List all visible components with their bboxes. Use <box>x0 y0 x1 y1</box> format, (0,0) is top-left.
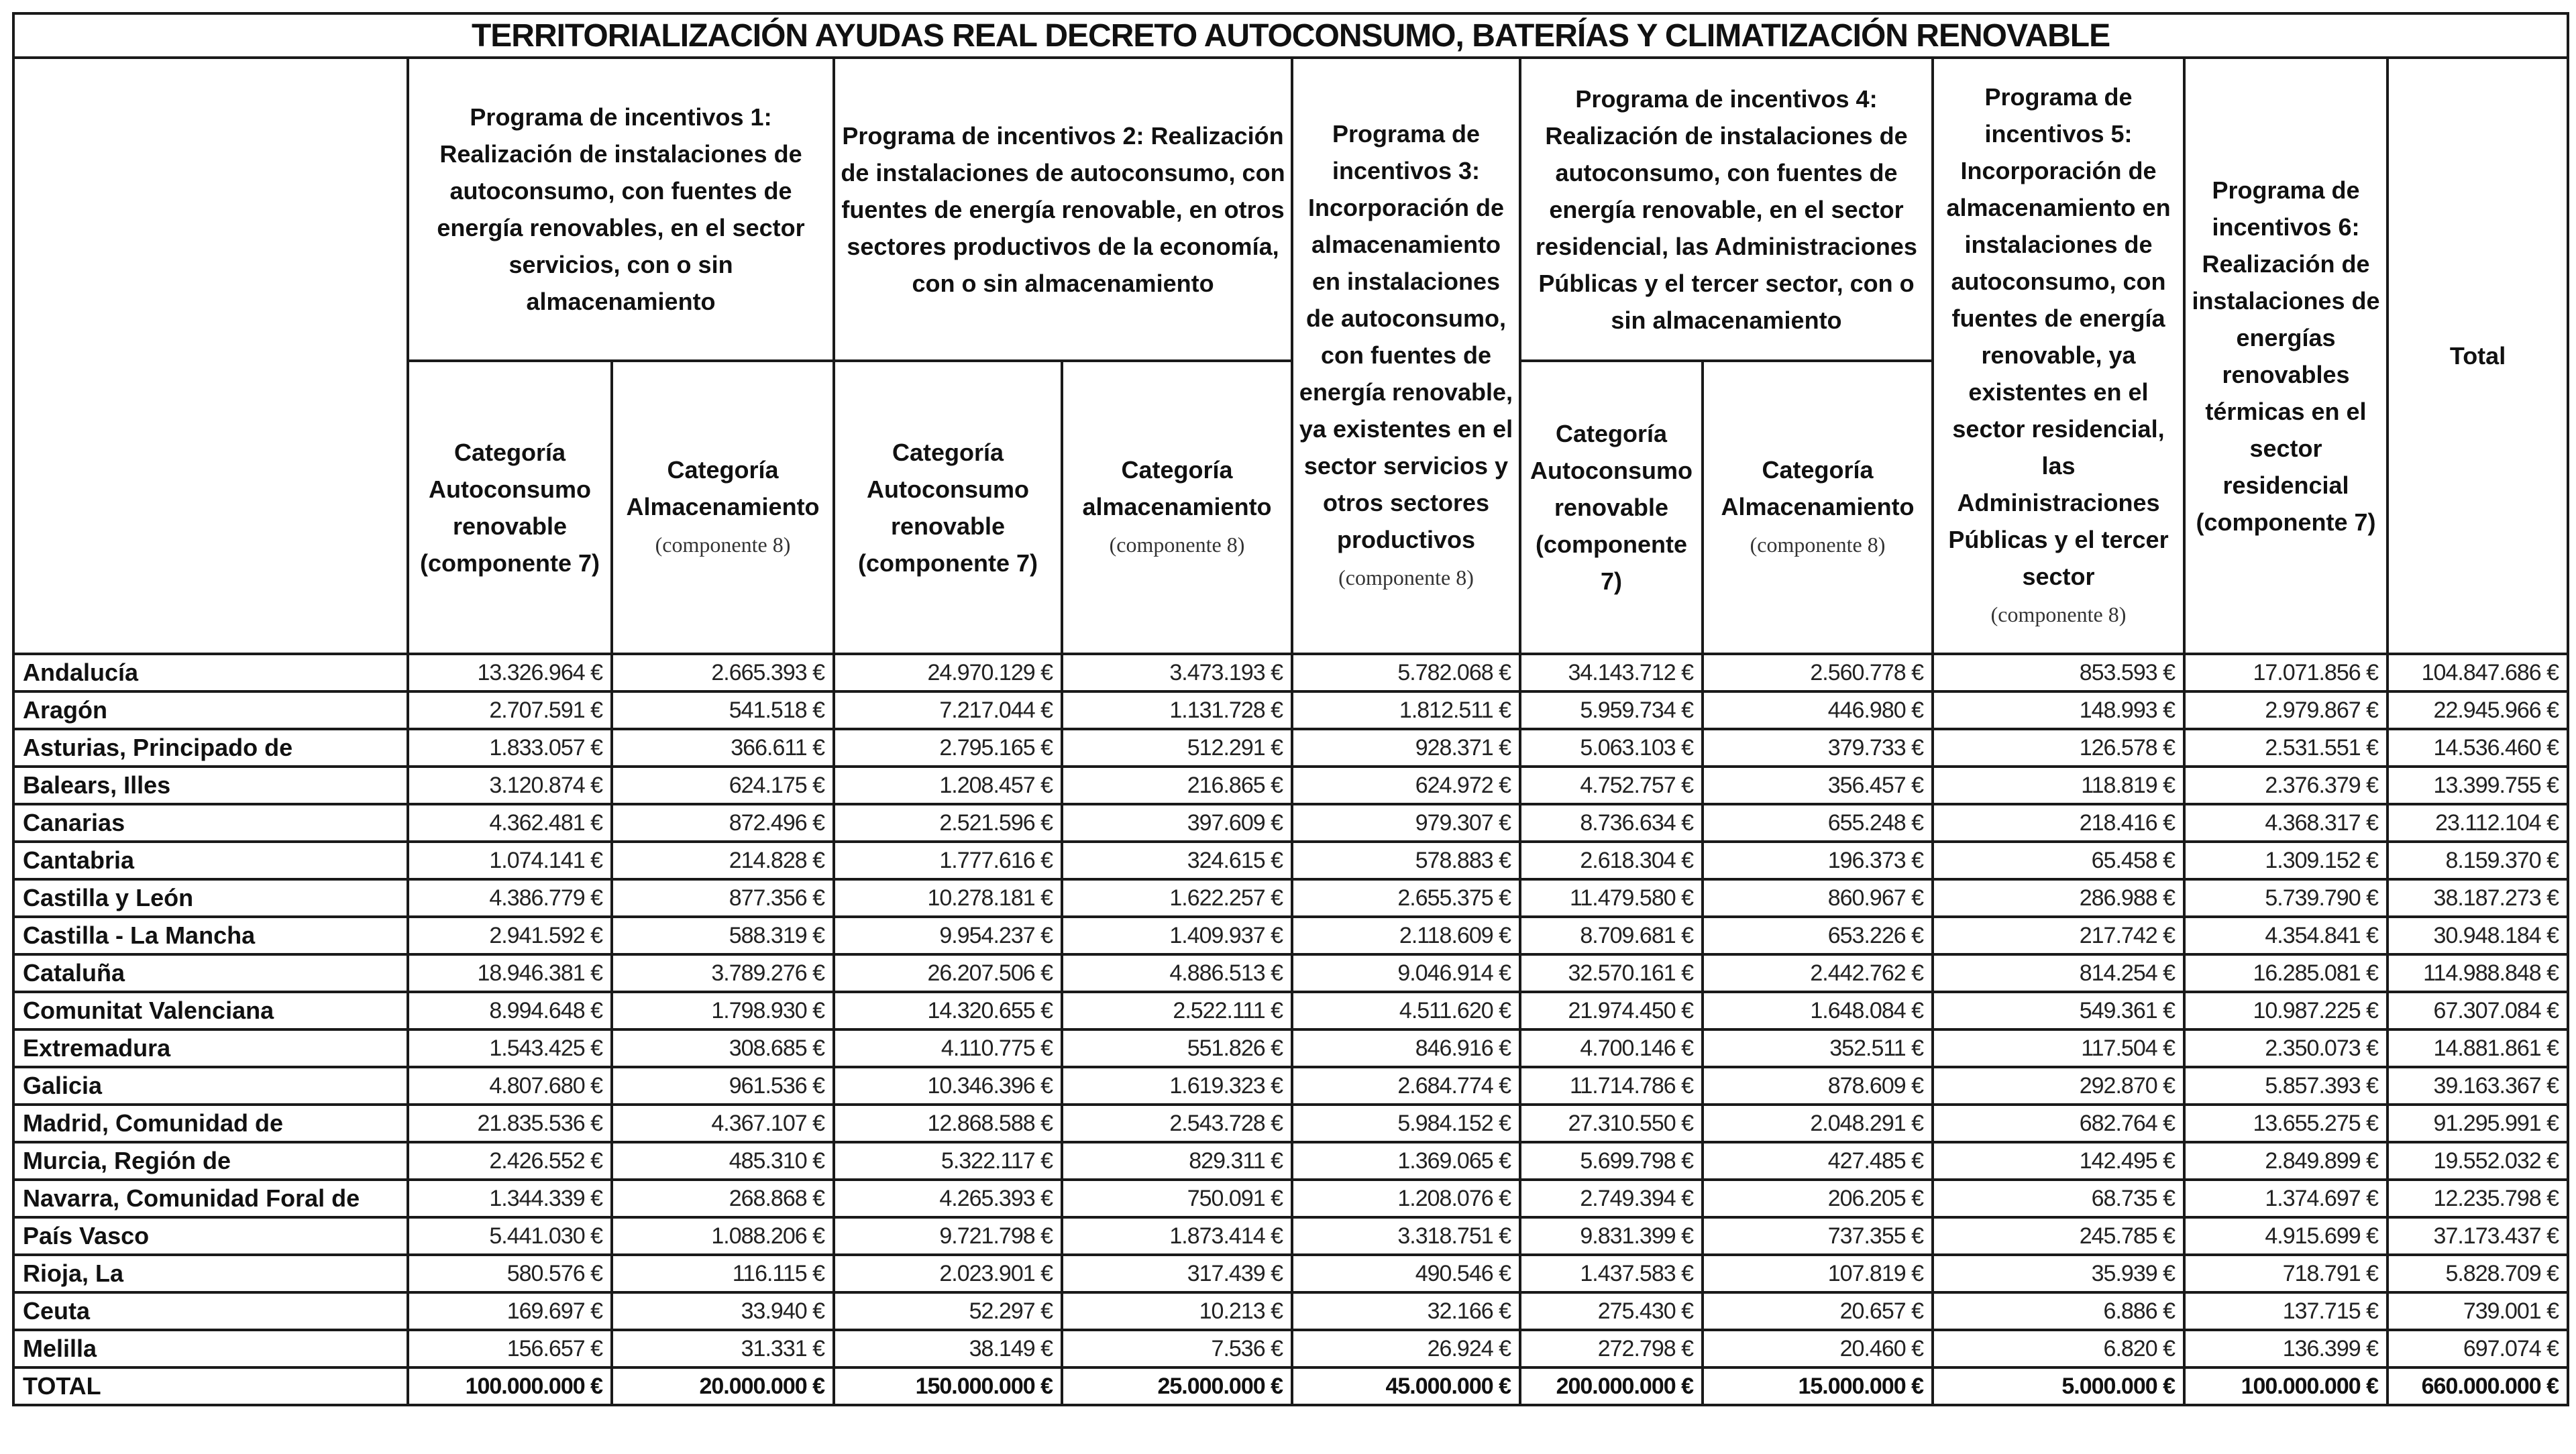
row-total-value: 19.552.032 € <box>2387 1142 2568 1180</box>
amount-cell: 1.873.414 € <box>1062 1217 1292 1255</box>
program-4-header: Programa de incentivos 4: Realización de instalaciones de autoconsumo, con fuentes de energía renovable, en el sector residencial, las Administraciones Públicas y el tercer sector, con o sin almacenamiento <box>1520 58 1933 361</box>
amount-cell: 8.736.634 € <box>1520 804 1703 842</box>
category-note: (componente 8) <box>1750 533 1886 557</box>
table-row <box>13 804 2568 842</box>
amount-cell: 1.812.511 € <box>1292 691 1520 729</box>
territorialization-sheet <box>12 12 2567 1406</box>
p2-category-almacenamiento <box>1062 361 1292 654</box>
amount-cell: 324.615 € <box>1062 842 1292 879</box>
program-5-note: (componente 8) <box>1990 602 2127 626</box>
amount-cell: 379.733 € <box>1703 729 1933 767</box>
amount-cell: 2.749.394 € <box>1520 1180 1703 1217</box>
amount-cell: 10.278.181 € <box>834 879 1062 917</box>
amount-cell: 268.868 € <box>612 1180 834 1217</box>
amount-cell: 156.657 € <box>408 1330 612 1367</box>
amount-cell: 2.426.552 € <box>408 1142 612 1180</box>
amount-cell: 877.356 € <box>612 879 834 917</box>
region-name: Castilla y León <box>13 879 408 917</box>
region-name: Rioja, La <box>13 1255 408 1292</box>
amount-cell: 32.166 € <box>1292 1292 1520 1330</box>
table-row <box>13 767 2568 804</box>
amount-cell: 1.619.323 € <box>1062 1067 1292 1105</box>
amount-cell: 34.143.712 € <box>1520 654 1703 691</box>
amount-cell: 4.362.481 € <box>408 804 612 842</box>
amount-cell: 11.714.786 € <box>1520 1067 1703 1105</box>
amount-cell: 5.857.393 € <box>2184 1067 2387 1105</box>
amount-cell: 52.297 € <box>834 1292 1062 1330</box>
amount-cell: 5.063.103 € <box>1520 729 1703 767</box>
region-name: Castilla - La Mancha <box>13 917 408 954</box>
program-5-label: Programa de incentivos 5: Incorporación de almacenamiento en instalaciones de autoconsumo, con fuentes de energía renovable, ya existentes en el sector residencial, las Administraciones Públicas y el tercer sector <box>1946 83 2171 590</box>
amount-cell: 2.376.379 € <box>2184 767 2387 804</box>
region-name: Galicia <box>13 1067 408 1105</box>
row-total-value: 114.988.848 € <box>2387 954 2568 992</box>
amount-cell: 7.536 € <box>1062 1330 1292 1367</box>
amount-cell: 580.576 € <box>408 1255 612 1292</box>
category-label: Categoría Autoconsumo renovable (componente 7) <box>419 438 600 577</box>
amount-cell: 8.709.681 € <box>1520 917 1703 954</box>
region-name: Madrid, Comunidad de <box>13 1105 408 1142</box>
table-row <box>13 1105 2568 1142</box>
amount-cell: 9.954.237 € <box>834 917 1062 954</box>
amount-cell: 1.131.728 € <box>1062 691 1292 729</box>
amount-cell: 11.479.580 € <box>1520 879 1703 917</box>
amount-cell: 1.369.065 € <box>1292 1142 1520 1180</box>
amount-cell: 655.248 € <box>1703 804 1933 842</box>
row-total-value: 30.948.184 € <box>2387 917 2568 954</box>
amount-cell: 427.485 € <box>1703 1142 1933 1180</box>
amount-cell: 13.655.275 € <box>2184 1105 2387 1142</box>
amount-cell: 356.457 € <box>1703 767 1933 804</box>
amount-cell: 217.742 € <box>1933 917 2184 954</box>
amount-cell: 38.149 € <box>834 1330 1062 1367</box>
amount-cell: 2.655.375 € <box>1292 879 1520 917</box>
amount-cell: 1.309.152 € <box>2184 842 2387 879</box>
amount-cell: 4.700.146 € <box>1520 1029 1703 1067</box>
amount-cell: 624.972 € <box>1292 767 1520 804</box>
amount-cell: 100.000.000 € <box>2184 1367 2387 1405</box>
amount-cell: 961.536 € <box>612 1067 834 1105</box>
amount-cell: 20.460 € <box>1703 1330 1933 1367</box>
table-row <box>13 1292 2568 1330</box>
amount-cell: 5.322.117 € <box>834 1142 1062 1180</box>
region-name: Extremadura <box>13 1029 408 1067</box>
amount-cell: 1.074.141 € <box>408 842 612 879</box>
amount-cell: 9.721.798 € <box>834 1217 1062 1255</box>
amount-cell: 12.868.588 € <box>834 1105 1062 1142</box>
region-name: Comunitat Valenciana <box>13 992 408 1029</box>
amount-cell: 26.207.506 € <box>834 954 1062 992</box>
row-total-value: 14.881.861 € <box>2387 1029 2568 1067</box>
amount-cell: 317.439 € <box>1062 1255 1292 1292</box>
amount-cell: 6.886 € <box>1933 1292 2184 1330</box>
amount-cell: 24.970.129 € <box>834 654 1062 691</box>
category-label: Categoría Almacenamiento <box>626 456 820 520</box>
amount-cell: 928.371 € <box>1292 729 1520 767</box>
amount-cell: 286.988 € <box>1933 879 2184 917</box>
amount-cell: 846.916 € <box>1292 1029 1520 1067</box>
amount-cell: 4.915.699 € <box>2184 1217 2387 1255</box>
amount-cell: 31.331 € <box>612 1330 834 1367</box>
row-total-value: 697.074 € <box>2387 1330 2568 1367</box>
amount-cell: 216.865 € <box>1062 767 1292 804</box>
amount-cell: 5.782.068 € <box>1292 654 1520 691</box>
amount-cell: 1.543.425 € <box>408 1029 612 1067</box>
table-row <box>13 954 2568 992</box>
total-header: Total <box>2387 58 2568 654</box>
amount-cell: 551.826 € <box>1062 1029 1292 1067</box>
amount-cell: 1.798.930 € <box>612 992 834 1029</box>
category-note: (componente 8) <box>1109 533 1245 557</box>
amount-cell: 2.531.551 € <box>2184 729 2387 767</box>
region-name: Ceuta <box>13 1292 408 1330</box>
amount-cell: 549.361 € <box>1933 992 2184 1029</box>
amount-cell: 27.310.550 € <box>1520 1105 1703 1142</box>
category-label: Categoría almacenamiento <box>1082 456 1272 520</box>
amount-cell: 9.046.914 € <box>1292 954 1520 992</box>
amount-cell: 17.071.856 € <box>2184 654 2387 691</box>
amount-cell: 5.000.000 € <box>1933 1367 2184 1405</box>
amount-cell: 1.208.076 € <box>1292 1180 1520 1217</box>
amount-cell: 2.684.774 € <box>1292 1067 1520 1105</box>
table-row <box>13 842 2568 879</box>
region-name: País Vasco <box>13 1217 408 1255</box>
amount-cell: 1.777.616 € <box>834 842 1062 879</box>
amount-cell: 588.319 € <box>612 917 834 954</box>
amount-cell: 206.205 € <box>1703 1180 1933 1217</box>
table-row <box>13 729 2568 767</box>
category-label: Categoría Autoconsumo renovable (componente 7) <box>1530 420 1693 595</box>
amount-cell: 9.831.399 € <box>1520 1217 1703 1255</box>
region-name: Cataluña <box>13 954 408 992</box>
program-1-header: Programa de incentivos 1: Realización de instalaciones de autoconsumo, con fuentes de energía renovables, en el sector servicios, con o sin almacenamiento <box>408 58 834 361</box>
amount-cell: 2.707.591 € <box>408 691 612 729</box>
amount-cell: 682.764 € <box>1933 1105 2184 1142</box>
amount-cell: 1.374.697 € <box>2184 1180 2387 1217</box>
region-name: Melilla <box>13 1330 408 1367</box>
amount-cell: 10.213 € <box>1062 1292 1292 1330</box>
amount-cell: 126.578 € <box>1933 729 2184 767</box>
amount-cell: 878.609 € <box>1703 1067 1933 1105</box>
amount-cell: 3.473.193 € <box>1062 654 1292 691</box>
row-total-value: 38.187.273 € <box>2387 879 2568 917</box>
table-title: TERRITORIALIZACIÓN AYUDAS REAL DECRETO AUTOCONSUMO, BATERÍAS Y CLIMATIZACIÓN RENOVABLE <box>13 13 2568 58</box>
amount-cell: 25.000.000 € <box>1062 1367 1292 1405</box>
amount-cell: 1.344.339 € <box>408 1180 612 1217</box>
amount-cell: 2.560.778 € <box>1703 654 1933 691</box>
amount-cell: 4.752.757 € <box>1520 767 1703 804</box>
amount-cell: 6.820 € <box>1933 1330 2184 1367</box>
amount-cell: 116.115 € <box>612 1255 834 1292</box>
row-total-value: 39.163.367 € <box>2387 1067 2568 1105</box>
amount-cell: 653.226 € <box>1703 917 1933 954</box>
p2-category-autoconsumo <box>834 361 1062 654</box>
amount-cell: 2.522.111 € <box>1062 992 1292 1029</box>
amount-cell: 169.697 € <box>408 1292 612 1330</box>
amount-cell: 100.000.000 € <box>408 1367 612 1405</box>
amount-cell: 2.941.592 € <box>408 917 612 954</box>
amount-cell: 26.924 € <box>1292 1330 1520 1367</box>
amount-cell: 4.265.393 € <box>834 1180 1062 1217</box>
amount-cell: 4.807.680 € <box>408 1067 612 1105</box>
amount-cell: 979.307 € <box>1292 804 1520 842</box>
amount-cell: 2.048.291 € <box>1703 1105 1933 1142</box>
region-name: Murcia, Región de <box>13 1142 408 1180</box>
amount-cell: 1.208.457 € <box>834 767 1062 804</box>
amount-cell: 512.291 € <box>1062 729 1292 767</box>
region-name: Andalucía <box>13 654 408 691</box>
amount-cell: 214.828 € <box>612 842 834 879</box>
region-name: Aragón <box>13 691 408 729</box>
amount-cell: 4.354.841 € <box>2184 917 2387 954</box>
amount-cell: 397.609 € <box>1062 804 1292 842</box>
amount-cell: 21.974.450 € <box>1520 992 1703 1029</box>
table-row <box>13 992 2568 1029</box>
row-total-value: 23.112.104 € <box>2387 804 2568 842</box>
amount-cell: 2.350.073 € <box>2184 1029 2387 1067</box>
amount-cell: 578.883 € <box>1292 842 1520 879</box>
amount-cell: 2.442.762 € <box>1703 954 1933 992</box>
amount-cell: 1.833.057 € <box>408 729 612 767</box>
amount-cell: 35.939 € <box>1933 1255 2184 1292</box>
row-total-value: 104.847.686 € <box>2387 654 2568 691</box>
amount-cell: 1.409.937 € <box>1062 917 1292 954</box>
amount-cell: 829.311 € <box>1062 1142 1292 1180</box>
amount-cell: 5.739.790 € <box>2184 879 2387 917</box>
program-6-header: Programa de incentivos 6: Realización de instalaciones de energías renovables térmicas en el sector residencial (componente 7) <box>2184 58 2387 654</box>
amount-cell: 117.504 € <box>1933 1029 2184 1067</box>
amount-cell: 137.715 € <box>2184 1292 2387 1330</box>
amount-cell: 2.521.596 € <box>834 804 1062 842</box>
amount-cell: 10.346.396 € <box>834 1067 1062 1105</box>
p1-category-autoconsumo <box>408 361 612 654</box>
amount-cell: 107.819 € <box>1703 1255 1933 1292</box>
row-total-value: 67.307.084 € <box>2387 992 2568 1029</box>
amount-cell: 245.785 € <box>1933 1217 2184 1255</box>
table-row <box>13 1029 2568 1067</box>
amount-cell: 718.791 € <box>2184 1255 2387 1292</box>
amount-cell: 65.458 € <box>1933 842 2184 879</box>
amount-cell: 21.835.536 € <box>408 1105 612 1142</box>
amount-cell: 4.886.513 € <box>1062 954 1292 992</box>
table-row <box>13 1255 2568 1292</box>
row-total-value: 13.399.755 € <box>2387 767 2568 804</box>
amount-cell: 5.984.152 € <box>1292 1105 1520 1142</box>
amount-cell: 4.110.775 € <box>834 1029 1062 1067</box>
amount-cell: 118.819 € <box>1933 767 2184 804</box>
table-row <box>13 1217 2568 1255</box>
total-row <box>13 1367 2568 1405</box>
amount-cell: 10.987.225 € <box>2184 992 2387 1029</box>
amount-cell: 541.518 € <box>612 691 834 729</box>
amount-cell: 8.994.648 € <box>408 992 612 1029</box>
row-total-value: 5.828.709 € <box>2387 1255 2568 1292</box>
amount-cell: 4.367.107 € <box>612 1105 834 1142</box>
amount-cell: 1.648.084 € <box>1703 992 1933 1029</box>
amount-cell: 853.593 € <box>1933 654 2184 691</box>
amount-cell: 136.399 € <box>2184 1330 2387 1367</box>
amount-cell: 7.217.044 € <box>834 691 1062 729</box>
amount-cell: 2.849.899 € <box>2184 1142 2387 1180</box>
amount-cell: 860.967 € <box>1703 879 1933 917</box>
amount-cell: 13.326.964 € <box>408 654 612 691</box>
amount-cell: 1.622.257 € <box>1062 879 1292 917</box>
amount-cell: 4.368.317 € <box>2184 804 2387 842</box>
amount-cell: 14.320.655 € <box>834 992 1062 1029</box>
category-label: Categoría Autoconsumo renovable (componente 7) <box>857 438 1038 577</box>
row-total-value: 12.235.798 € <box>2387 1180 2568 1217</box>
amount-cell: 5.959.734 € <box>1520 691 1703 729</box>
amount-cell: 275.430 € <box>1520 1292 1703 1330</box>
p1-category-almacenamiento <box>612 361 834 654</box>
amount-cell: 16.285.081 € <box>2184 954 2387 992</box>
amount-cell: 68.735 € <box>1933 1180 2184 1217</box>
row-total-value: 8.159.370 € <box>2387 842 2568 879</box>
amount-cell: 150.000.000 € <box>834 1367 1062 1405</box>
table-row <box>13 917 2568 954</box>
table-row <box>13 1330 2568 1367</box>
amount-cell: 737.355 € <box>1703 1217 1933 1255</box>
amount-cell: 490.546 € <box>1292 1255 1520 1292</box>
region-name: Asturias, Principado de <box>13 729 408 767</box>
amount-cell: 3.789.276 € <box>612 954 834 992</box>
category-note: (componente 8) <box>655 533 791 557</box>
amount-cell: 20.657 € <box>1703 1292 1933 1330</box>
amount-cell: 20.000.000 € <box>612 1367 834 1405</box>
row-total-value: 660.000.000 € <box>2387 1367 2568 1405</box>
amount-cell: 148.993 € <box>1933 691 2184 729</box>
amount-cell: 33.940 € <box>612 1292 834 1330</box>
program-3-note: (componente 8) <box>1338 565 1474 590</box>
amount-cell: 624.175 € <box>612 767 834 804</box>
amount-cell: 1.437.583 € <box>1520 1255 1703 1292</box>
amount-cell: 308.685 € <box>612 1029 834 1067</box>
region-name: Canarias <box>13 804 408 842</box>
table-row <box>13 879 2568 917</box>
amount-cell: 15.000.000 € <box>1703 1367 1933 1405</box>
amount-cell: 872.496 € <box>612 804 834 842</box>
table-row <box>13 654 2568 691</box>
amount-cell: 352.511 € <box>1703 1029 1933 1067</box>
amount-cell: 3.318.751 € <box>1292 1217 1520 1255</box>
amount-cell: 2.979.867 € <box>2184 691 2387 729</box>
amount-cell: 5.441.030 € <box>408 1217 612 1255</box>
row-total-value: 14.536.460 € <box>2387 729 2568 767</box>
amount-cell: 1.088.206 € <box>612 1217 834 1255</box>
amount-cell: 32.570.161 € <box>1520 954 1703 992</box>
region-name: Navarra, Comunidad Foral de <box>13 1180 408 1217</box>
amount-cell: 196.373 € <box>1703 842 1933 879</box>
amount-cell: 200.000.000 € <box>1520 1367 1703 1405</box>
table-row <box>13 691 2568 729</box>
row-total-value: 22.945.966 € <box>2387 691 2568 729</box>
amount-cell: 18.946.381 € <box>408 954 612 992</box>
p4-category-autoconsumo <box>1520 361 1703 654</box>
amount-cell: 2.795.165 € <box>834 729 1062 767</box>
program-5-header <box>1933 58 2184 654</box>
amount-cell: 272.798 € <box>1520 1330 1703 1367</box>
region-name: Balears, Illes <box>13 767 408 804</box>
amount-cell: 142.495 € <box>1933 1142 2184 1180</box>
program-2-header: Programa de incentivos 2: Realización de instalaciones de autoconsumo, con fuentes de energía renovable, en otros sectores productivos de la economía, con o sin almacenamiento <box>834 58 1292 361</box>
amount-cell: 2.618.304 € <box>1520 842 1703 879</box>
table-row <box>13 1180 2568 1217</box>
region-name: Cantabria <box>13 842 408 879</box>
program-3-header <box>1292 58 1520 654</box>
amount-cell: 218.416 € <box>1933 804 2184 842</box>
amount-cell: 4.386.779 € <box>408 879 612 917</box>
amount-cell: 2.665.393 € <box>612 654 834 691</box>
amount-cell: 485.310 € <box>612 1142 834 1180</box>
amount-cell: 45.000.000 € <box>1292 1367 1520 1405</box>
p4-category-almacenamiento <box>1703 361 1933 654</box>
total-label: TOTAL <box>13 1367 408 1405</box>
amount-cell: 4.511.620 € <box>1292 992 1520 1029</box>
amount-cell: 446.980 € <box>1703 691 1933 729</box>
amount-cell: 2.023.901 € <box>834 1255 1062 1292</box>
table-row <box>13 1067 2568 1105</box>
amount-cell: 3.120.874 € <box>408 767 612 804</box>
amount-cell: 814.254 € <box>1933 954 2184 992</box>
amount-cell: 2.118.609 € <box>1292 917 1520 954</box>
row-total-value: 739.001 € <box>2387 1292 2568 1330</box>
amount-cell: 292.870 € <box>1933 1067 2184 1105</box>
amount-cell: 5.699.798 € <box>1520 1142 1703 1180</box>
aid-distribution-table <box>12 12 2569 1406</box>
table-row <box>13 1142 2568 1180</box>
program-3-label: Programa de incentivos 3: Incorporación de almacenamiento en instalaciones de autoconsumo, con fuentes de energía renovable, ya existentes en el sector servicios y otros sectores productivos <box>1299 120 1513 553</box>
region-header-blank <box>13 58 408 654</box>
row-total-value: 37.173.437 € <box>2387 1217 2568 1255</box>
amount-cell: 750.091 € <box>1062 1180 1292 1217</box>
row-total-value: 91.295.991 € <box>2387 1105 2568 1142</box>
amount-cell: 2.543.728 € <box>1062 1105 1292 1142</box>
amount-cell: 366.611 € <box>612 729 834 767</box>
category-label: Categoría Almacenamiento <box>1721 456 1915 520</box>
